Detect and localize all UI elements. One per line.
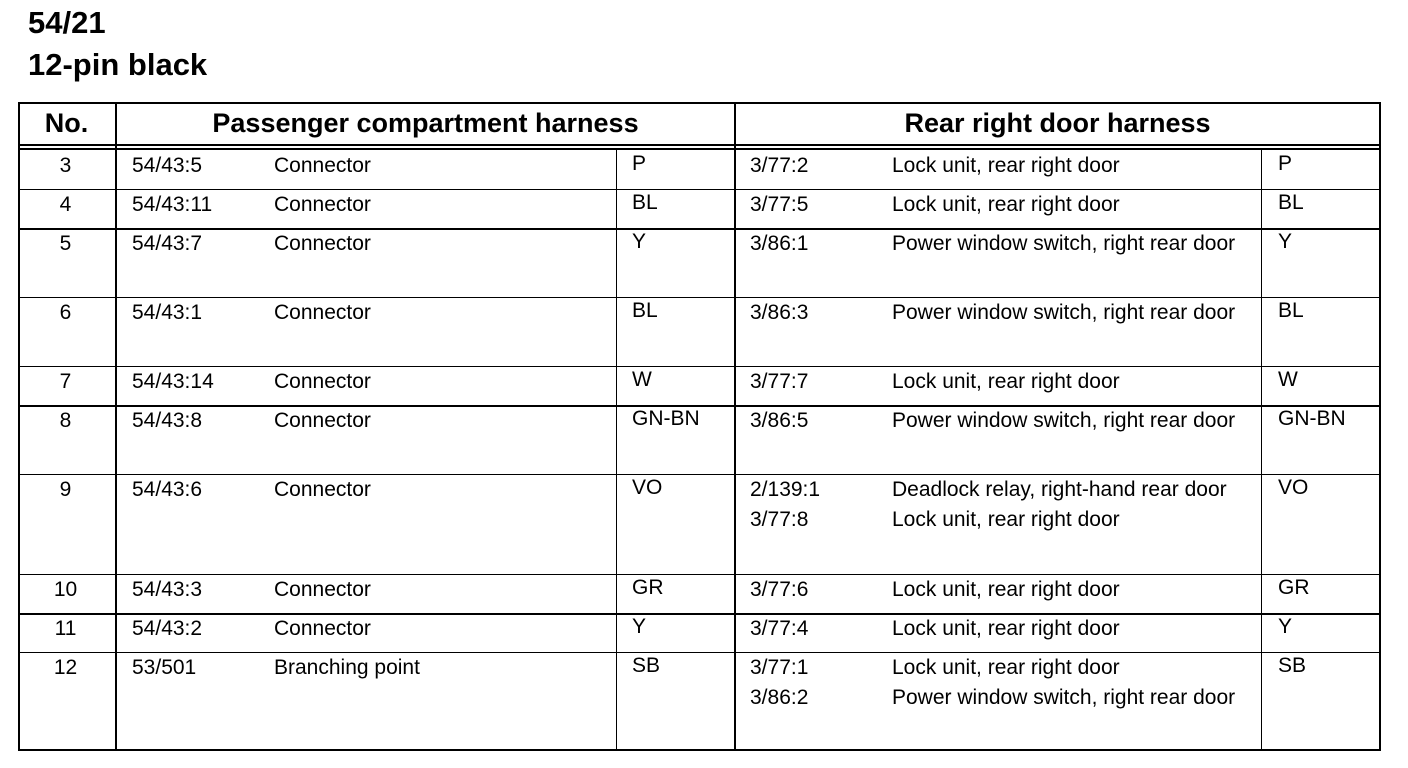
passenger-wire-color: VO xyxy=(632,476,663,499)
rear-description: Lock unit, rear right door xyxy=(892,656,1120,679)
rear-connector-pin: 3/77:8 xyxy=(750,508,809,531)
rear-wire-color: GN-BN xyxy=(1278,407,1346,430)
rear-description: Lock unit, rear right door xyxy=(892,370,1120,393)
passenger-wire-color: Y xyxy=(632,230,647,253)
row-number: 10 xyxy=(53,578,78,601)
row-number: 11 xyxy=(54,617,77,640)
passenger-description: Connector xyxy=(274,193,371,216)
passenger-description: Connector xyxy=(274,617,371,640)
rear-wire-color: Y xyxy=(1278,230,1293,253)
rear-connector-pin: 3/77:5 xyxy=(750,193,809,216)
passenger-description: Connector xyxy=(274,154,371,177)
header-divider xyxy=(18,144,1381,146)
rear-description: Deadlock relay, right-hand rear door xyxy=(892,478,1227,501)
passenger-description: Connector xyxy=(274,478,371,501)
rear-description: Lock unit, rear right door xyxy=(892,508,1120,531)
column-divider xyxy=(1261,148,1262,751)
passenger-wire-color: Y xyxy=(632,615,647,638)
passenger-connector-pin: 53/501 xyxy=(132,656,197,679)
rear-connector-pin: 3/86:3 xyxy=(750,301,809,324)
passenger-connector-pin: 54/43:2 xyxy=(132,617,203,640)
passenger-connector-pin: 54/43:14 xyxy=(132,370,214,393)
passenger-connector-pin: 54/43:3 xyxy=(132,578,203,601)
row-number: 6 xyxy=(59,301,72,324)
passenger-description: Connector xyxy=(274,578,371,601)
rear-description: Lock unit, rear right door xyxy=(892,193,1120,216)
column-divider xyxy=(115,102,117,751)
passenger-wire-color: GN-BN xyxy=(632,407,700,430)
row-number: 8 xyxy=(59,409,72,432)
passenger-connector-pin: 54/43:11 xyxy=(132,193,213,216)
passenger-connector-pin: 54/43:5 xyxy=(132,154,203,177)
rear-wire-color: P xyxy=(1278,152,1293,175)
rear-connector-pin: 3/86:2 xyxy=(750,686,809,709)
rear-connector-pin: 2/139:1 xyxy=(750,478,821,501)
rear-description: Power window switch, right rear door xyxy=(892,686,1236,709)
passenger-description: Connector xyxy=(274,370,371,393)
passenger-wire-color: BL xyxy=(632,191,658,214)
row-number: 9 xyxy=(59,478,72,501)
row-number: 5 xyxy=(59,232,72,255)
rear-description: Lock unit, rear right door xyxy=(892,617,1120,640)
passenger-description: Connector xyxy=(274,301,371,324)
rear-description: Power window switch, right rear door xyxy=(892,232,1236,255)
rear-connector-pin: 3/86:5 xyxy=(750,409,809,432)
header-divider xyxy=(18,148,1381,150)
rear-wire-color: Y xyxy=(1278,615,1293,638)
rear-wire-color: BL xyxy=(1278,299,1304,322)
passenger-description: Connector xyxy=(274,409,371,432)
passenger-description: Connector xyxy=(274,232,371,255)
rear-description: Lock unit, rear right door xyxy=(892,154,1120,177)
rear-description: Power window switch, right rear door xyxy=(892,409,1236,432)
rear-connector-pin: 3/77:2 xyxy=(750,154,809,177)
passenger-connector-pin: 54/43:1 xyxy=(132,301,203,324)
rear-wire-color: SB xyxy=(1278,654,1307,677)
passenger-wire-color: SB xyxy=(632,654,661,677)
passenger-wire-color: P xyxy=(632,152,647,175)
rear-wire-color: BL xyxy=(1278,191,1304,214)
column-divider xyxy=(616,148,617,751)
rear-wire-color: W xyxy=(1278,368,1298,391)
passenger-wire-color: BL xyxy=(632,299,658,322)
row-number: 3 xyxy=(59,154,72,177)
rear-wire-color: GR xyxy=(1278,576,1310,599)
passenger-description: Branching point xyxy=(274,656,420,679)
passenger-wire-color: GR xyxy=(632,576,664,599)
rear-connector-pin: 3/86:1 xyxy=(750,232,809,255)
rear-wire-color: VO xyxy=(1278,476,1309,499)
page-title: 54/21 xyxy=(28,5,106,40)
rear-description: Lock unit, rear right door xyxy=(892,578,1120,601)
passenger-connector-pin: 54/43:7 xyxy=(132,232,203,255)
rear-connector-pin: 3/77:7 xyxy=(750,370,809,393)
rear-connector-pin: 3/77:1 xyxy=(750,656,809,679)
rear-connector-pin: 3/77:4 xyxy=(750,617,809,640)
page-subtitle: 12-pin black xyxy=(28,47,208,82)
header-rear-door-harness: Rear right door harness xyxy=(904,108,1211,138)
header-passenger-harness: Passenger compartment harness xyxy=(212,108,639,138)
header-no: No. xyxy=(44,108,89,138)
row-number: 7 xyxy=(59,370,72,393)
passenger-connector-pin: 54/43:8 xyxy=(132,409,203,432)
passenger-wire-color: W xyxy=(632,368,652,391)
rear-description: Power window switch, right rear door xyxy=(892,301,1236,324)
column-divider xyxy=(734,102,736,751)
row-number: 12 xyxy=(53,656,78,679)
row-number: 4 xyxy=(59,193,72,216)
pinout-table xyxy=(18,102,1381,751)
rear-connector-pin: 3/77:6 xyxy=(750,578,809,601)
passenger-connector-pin: 54/43:6 xyxy=(132,478,203,501)
